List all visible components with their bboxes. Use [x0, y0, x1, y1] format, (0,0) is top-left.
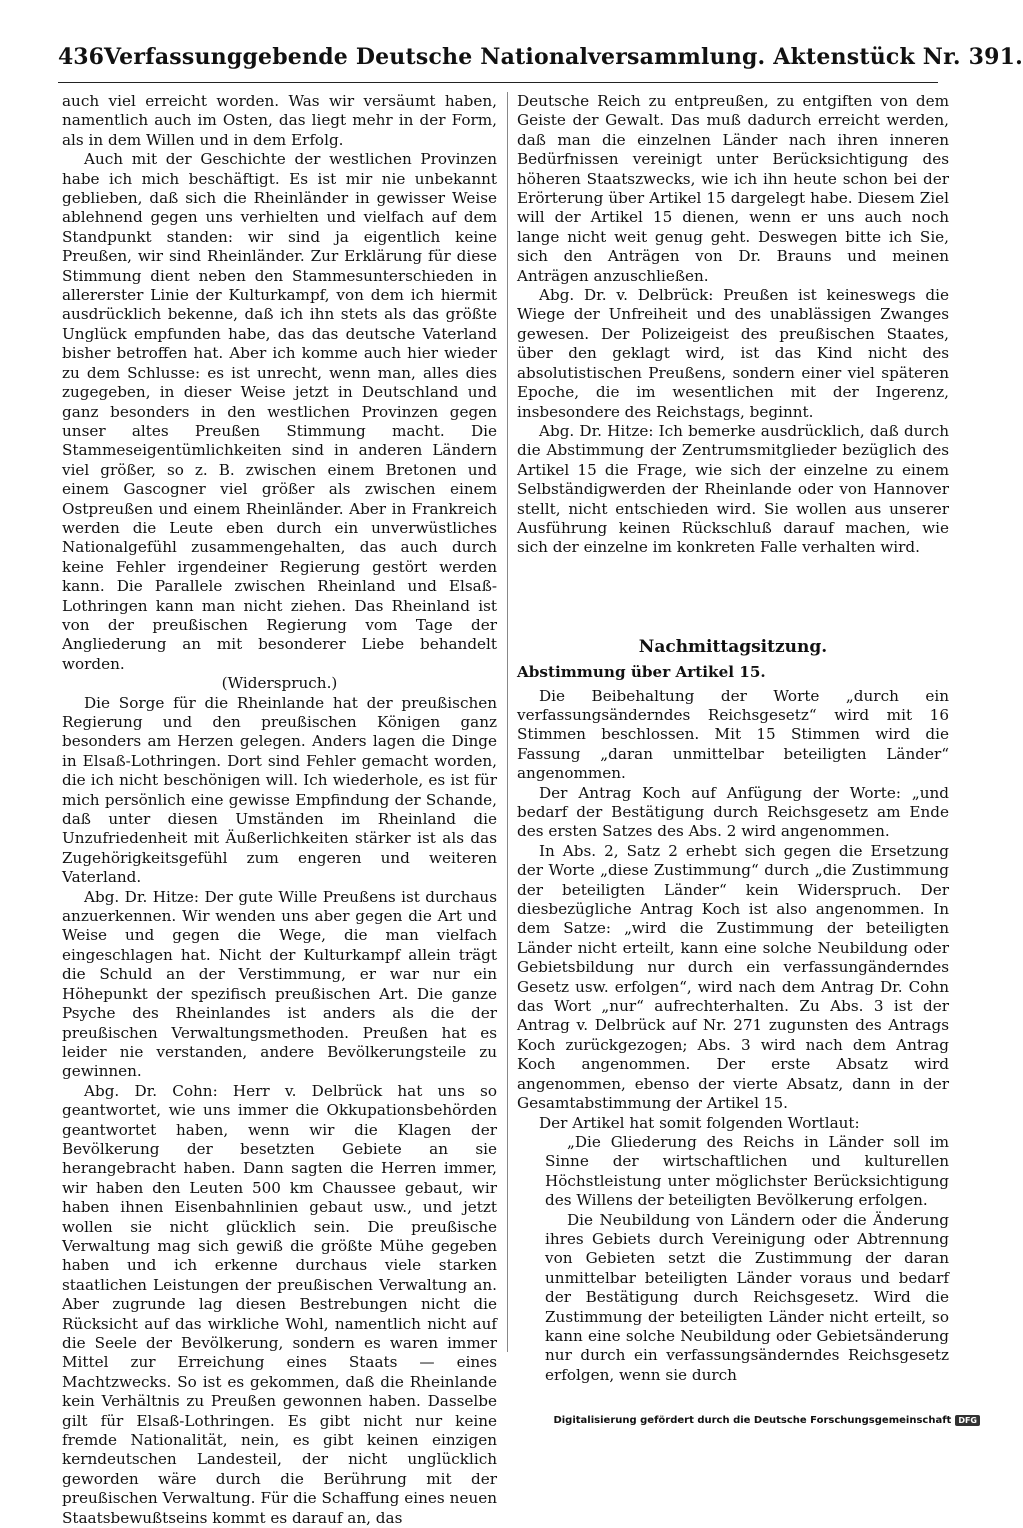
paragraph: Abg. Dr. Cohn: Herr v. Delbrück hat uns so geantwortet, wie uns immer die Okkupationsbehörden geantwortet haben, wenn wir die Klagen der Bevölkerung der besetzten Gebiete an sie herangebracht haben. Dann sagten die Herren immer, wir haben den Leuten 500 km Chaussee gebaut, wir haben ihnen Eisenbahnlinien gebaut usw., und jetzt wollen sie nicht glücklich sein. Die preußische Verwaltung mag sich gewiß die größte Mühe gegeben haben und ich erkenne durchaus viele starken staatlichen Leistungen der preußischen Verwaltung an. Aber zugrunde lag diesen Bestrebungen nicht die Rücksicht auf das wirkliche Wohl, namentlich nicht auf die Seele der Bevölkerung, sondern es waren immer Mittel zur Erreichung eines Staats — eines Machtzwecks. So ist es gekommen, daß die Rheinlande kein Verhältnis zu Preußen gewonnen haben. Dasselbe gilt für Elsaß-Lothringen. Es gibt nicht nur keine fremde Nationalität, nein, es gibt keinen einzigen kerndeutschen Landesteil, der nicht unglücklich geworden wäre durch die Berührung mit der preußischen Verwaltung. Für die Schaffung eines neuen Staatsbewußtseins kommt es darauf an, das [62, 1081, 497, 1527]
quote-paragraph: „Die Gliederung des Reichs in Länder soll im Sinne der wirtschaftlichen und kulturellen Höchstleistung unter möglichster Berücksichtigung des Willens der beteiligten Bevölkerung erfolgen. [545, 1132, 949, 1210]
page-header [58, 44, 1023, 78]
paragraph: auch viel erreicht worden. Was wir versäumt haben, namentlich auch im Osten, das liegt mehr in der Form, als in dem Willen und in dem Erfolg. [62, 92, 497, 149]
article-quote [517, 1133, 949, 1385]
header-rule [58, 82, 938, 83]
interjection: (Widerspruch.) [221, 674, 338, 693]
paragraph: Die Sorge für die Rheinlande hat der preußischen Regierung und den preußischen Königen ganz besonders am Herzen gelegen. Anders lagen die Dinge in Elsaß-Lothringen. Dort sind Fehler gemacht worden, die ich nicht beschönigen will. Ich wiederhole, es ist für mich persönlich eine gewisse Empfindung der Schande, daß unter diesen Umständen im Rheinland die Unzufriedenheit mit Äußerlichkeiten stärker ist als das Zugehörigkeitsgefühl zum engeren und weiteren Vaterland. [62, 693, 497, 887]
subsection-heading: Abstimmung über Artikel 15. [517, 663, 766, 682]
digitization-footer [553, 1413, 980, 1427]
section-heading: Nachmittagsitzung. [638, 636, 828, 657]
paragraph: Abg. Dr. Hitze: Ich bemerke ausdrücklich, daß durch die Abstimmung der Zentrumsmitglieder bezüglich des Artikel 15 die Frage, wie sich der einzelne zu einem Selbständigwerden der Rheinlande oder von Hannover stellt, nicht entschieden wird. Sie wollen aus unserer Ausführung keinen Rückschluß darauf machen, wie sich der einzelne im konkreten Falle verhalten wird. [517, 421, 949, 557]
footer-text: Digitalisierung gefördert durch die Deutsche Forschungsgemeinschaft [553, 1414, 952, 1426]
column-divider [507, 92, 508, 1352]
paragraph: In Abs. 2, Satz 2 erhebt sich gegen die Ersetzung der Worte „diese Zustimmung“ durch „die Zustimmung der beteiligten Länder“ kein Widerspruch. Der diesbezügliche Antrag Koch ist also angenommen. In dem Satze: „wird die Zustimmung der beteiligten Länder nicht erteilt, kann eine solche Neubildung oder Gebietsbildung nur durch ein verfassungänderndes Gesetz usw. erfolgen“, wird nach dem Antrag Dr. Cohn das Wort „nur“ aufrechterhalten. Zu Abs. 3 ist der Antrag v. Delbrück auf Nr. 271 zugunsten des Antrags Koch zurückgezogen; Abs. 3 wird nach dem Antrag Koch angenommen. Der erste Absatz wird angenommen, ebenso der vierte Absatz, dann in der Gesamtabstimmung der Artikel 15. [517, 841, 949, 1113]
left-column [62, 92, 497, 1527]
right-column [517, 92, 949, 1382]
dfg-logo: DFG [955, 1415, 980, 1426]
paragraph: Der Artikel hat somit folgenden Wortlaut: [539, 1113, 860, 1132]
quote-paragraph: Die Neubildung von Ländern oder die Änderung ihres Gebiets durch Vereinigung oder Abtrennung von Gebieten setzt die Zustimmung der daran unmittelbar beteiligten Länder voraus und bedarf der Bestätigung durch Reichsgesetz. Wird die Zustimmung der beteiligten Länder nicht erteilt, so kann eine solche Neubildung oder Gebietsänderung nur durch ein verfassungsänderndes Reichsgesetz erfolgen, wenn sie durch [545, 1210, 949, 1384]
paragraph: Deutsche Reich zu entpreußen, zu entgiften von dem Geiste der Gewalt. Das muß dadurch erreicht werden, daß man die einzelnen Länder nach ihren inneren Bedürfnissen vereinigt unter Berücksichtigung des höheren Staatszwecks, wie ich ihn heute schon bei der Erörterung über Artikel 15 dargelegt habe. Diesem Ziel will der Artikel 15 dienen, wenn er uns auch noch lange nicht weit genug geht. Deswegen bitte ich Sie, sich den Anträgen von Dr. Brauns und meinen Anträgen anzuschließen. [517, 92, 949, 285]
running-title: Verfassunggebende Deutsche Nationalversammlung. Aktenstück Nr. 391. [103, 44, 1023, 70]
paragraph: Abg. Dr. v. Delbrück: Preußen ist keineswegs die Wiege der Unfreiheit und des unablässigen Zwanges gewesen. Der Polizeigeist des preußischen Staates, über den geklagt wird, ist das Kind nicht des absolutistischen Preußens, sondern einer viel späteren Epoche, die im wesentlichen mit der Ingerenz, insbesondere des Reichstags, beginnt. [517, 286, 949, 421]
paragraph: Abg. Dr. Hitze: Der gute Wille Preußens ist durchaus anzuerkennen. Wir wenden uns aber gegen die Art und Weise und gegen die Wege, die man vielfach eingeschlagen hat. Nicht der Kulturkampf allein trägt die Schuld an der Verstimmung, er war nur ein Höhepunkt der spezifisch preußischen Art. Die ganze Psyche des Rheinlandes ist anders als die der preußischen Verwaltungsmethoden. Preußen hat es leider nie verstanden, andere Bevölkerungsteile zu gewinnen. [62, 887, 497, 1081]
paragraph: Auch mit der Geschichte der westlichen Provinzen habe ich mich beschäftigt. Es ist mir nie unbekannt geblieben, daß sich die Rheinländer in gewisser Weise ablehnend gegen uns verhielten und vielfach auf dem Standpunkt standen: wir sind ja eigentlich keine Preußen, wir sind Rheinländer. Zur Erklärung für diese Stimmung dient neben den Stammesunterschieden in allererster Linie der Kulturkampf, von dem ich hiermit ausdrücklich bekenne, daß ich ihn stets als das größte Unglück empfunden habe, das das deutsche Vaterland bisher betroffen hat. Aber ich komme auch hier wieder zu dem Schlusse: es ist unrecht, wenn man, alles dies zugegeben, in dieser Weise jetzt in Deutschland und ganz besonders in den westlichen Provinzen gegen unser altes Preußen Stimmung macht. Die Stammeseigentümlichkeiten sind in anderen Ländern viel größer, so z. B. zwischen einem Bretonen und einem Gascogner viel größer als zwischen einem Ostpreußen und einem Rheinländer. Aber in Frankreich werden die Leute eben durch ein unverwüstliches Nationalgefühl zusammengehalten, das auch durch keine Fehler irgendeiner Regierung gestört werden kann. Die Parallele zwischen Rheinland und Elsaß-Lothringen kann man nicht ziehen. Das Rheinland ist von der preußischen Regierung vom Tage der Angliederung an mit besonderer Liebe behandelt worden. [62, 150, 497, 673]
paragraph: Der Antrag Koch auf Anfügung der Worte: „und bedarf der Bestätigung durch Reichsgesetz am Ende des ersten Satzes des Abs. 2 wird angenommen. [517, 783, 949, 841]
page-number: 436 [58, 44, 104, 70]
paragraph: Die Beibehaltung der Worte „durch ein verfassungsänderndes Reichsgesetz“ wird mit 16 Stimmen beschlossen. Mit 15 Stimmen wird die Fassung „daran unmittelbar beteiligten Länder“ angenommen. [517, 686, 949, 783]
